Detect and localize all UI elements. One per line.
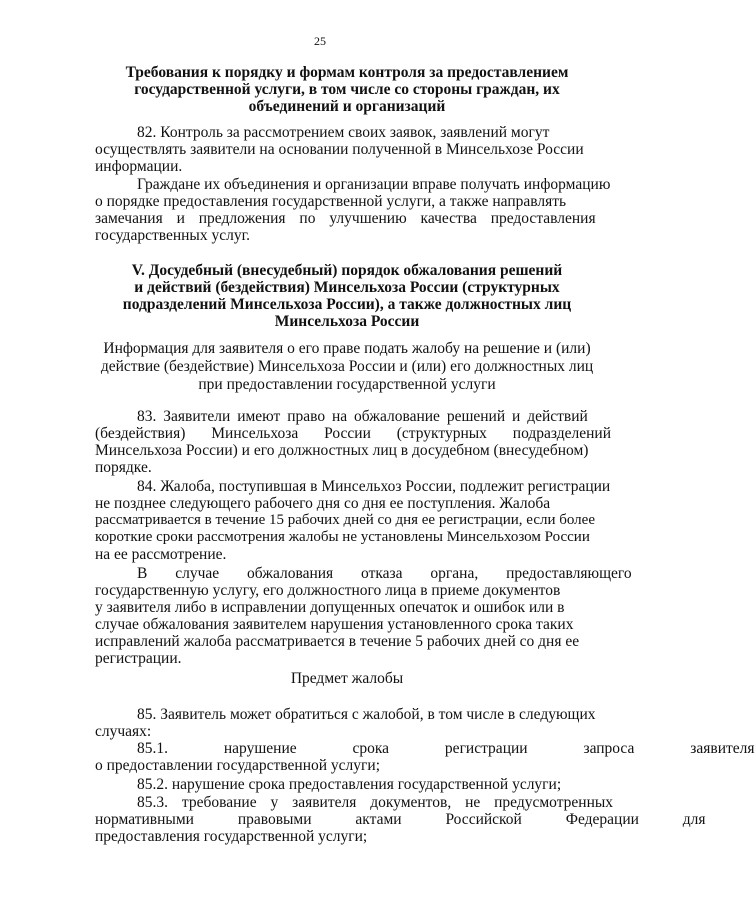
text-line bbox=[95, 124, 599, 141]
text-line: короткие сроки рассмотрения жалобы не установлены Минсельхозом России bbox=[95, 529, 590, 545]
heading-line: Минсельхоза России bbox=[274, 313, 420, 330]
text-line: (бездействия) Минсельхоза России (структурных подразделений bbox=[95, 425, 612, 442]
text-line: регистрации. bbox=[95, 650, 182, 667]
text-line: 83. Заявители имеют право на обжалование решений и действий bbox=[137, 408, 588, 425]
text-line: 84. Жалоба, поступившая в Минсельхоз России, подлежит регистрации bbox=[137, 478, 611, 495]
text-line: не позднее следующего рабочего дня со дня ее поступления. Жалоба bbox=[95, 495, 551, 512]
text-line: 85.3. требование у заявителя документов, не предусмотренных bbox=[137, 794, 614, 811]
paragraph-84 bbox=[95, 478, 611, 563]
text-line: рассматривается в течение 15 рабочих дней со дня ее регистрации, если более bbox=[95, 512, 595, 528]
text-line: 85.1. нарушение срока регистрации запроса заявителя bbox=[137, 740, 755, 757]
text-line: Минсельхоза России) и его должностных лиц в досудебном (внесудебном) bbox=[95, 442, 589, 459]
text-line: нормативными правовыми актами Российской Федерации для bbox=[95, 811, 706, 828]
section-heading-control bbox=[95, 64, 599, 115]
heading-line: государственной услуги, в том числе со стороны граждан, их bbox=[134, 81, 560, 98]
page-number: 25 bbox=[314, 34, 326, 48]
text-line: предоставления государственной услуги; bbox=[95, 828, 368, 845]
text-line: В случае обжалования отказа органа, предоставляющего bbox=[137, 565, 632, 582]
text-line: государственную услугу, его должностного лица в приеме документов bbox=[95, 582, 561, 599]
text-line: случае обжалования заявителем нарушения установленного срока таких bbox=[95, 616, 574, 633]
text-line-content: осуществлять заявители на основании полученной в Минсельхозе России bbox=[95, 141, 584, 158]
info-subheading bbox=[95, 340, 599, 394]
paragraph-82-citizens bbox=[95, 176, 611, 244]
text-line: информации. bbox=[95, 158, 183, 175]
text-line bbox=[95, 141, 599, 158]
heading-line: подразделений Минсельхоза России), а также должностных лиц bbox=[122, 296, 572, 313]
heading-line: и действий (бездействия) Минсельхоза России (структурных bbox=[134, 279, 560, 296]
text-line: порядке. bbox=[95, 459, 152, 476]
paragraph-82 bbox=[95, 124, 599, 175]
text-line: о предоставлении государственной услуги; bbox=[95, 757, 380, 774]
subheading-line: Информация для заявителя о его праве подать жалобу на решение и (или) bbox=[103, 340, 591, 357]
text-line: случаях: bbox=[95, 723, 152, 740]
text-line: о порядке предоставления государственной услуги, а также направлять bbox=[95, 193, 567, 210]
text-line: на ее рассмотрение. bbox=[95, 546, 227, 563]
text-line: государственных услуг. bbox=[95, 227, 251, 244]
item-85-2 bbox=[95, 776, 599, 793]
text-line: Граждане их объединения и организации вправе получать информацию bbox=[137, 176, 611, 193]
subheading-line: действие (бездействие) Минсельхоза России и (или) его должностных лиц bbox=[100, 358, 594, 375]
subject-heading bbox=[95, 670, 599, 688]
paragraph-85 bbox=[95, 706, 599, 740]
text-line: исправлений жалоба рассматривается в течение 5 рабочих дней со дня ее bbox=[95, 633, 580, 650]
text-line: замечания и предложения по улучшению качества предоставления bbox=[95, 210, 596, 227]
subheading-line: при предоставлении государственной услуги bbox=[198, 376, 496, 393]
heading-line: Требования к порядку и формам контроля за предоставлением bbox=[125, 64, 569, 81]
subject-heading-text: Предмет жалобы bbox=[290, 670, 404, 687]
section-heading-v bbox=[95, 262, 599, 330]
text-line: 85.2. нарушение срока предоставления государственной услуги; bbox=[137, 776, 562, 793]
item-85-1 bbox=[95, 740, 755, 774]
text-line: у заявителя либо в исправлении допущенных опечаток и ошибок или в bbox=[95, 599, 565, 616]
paragraph-83 bbox=[95, 408, 612, 476]
heading-line: V. Досудебный (внесудебный) порядок обжалования решений bbox=[131, 262, 563, 279]
heading-line: объединений и организаций bbox=[248, 98, 446, 115]
text-line: 85. Заявитель может обратиться с жалобой, в том числе в следующих bbox=[137, 706, 596, 723]
item-85-3 bbox=[95, 794, 706, 845]
text-line-content: 82. Контроль за рассмотрением своих заявок, заявлений могут bbox=[137, 124, 550, 141]
paragraph-84-refusal bbox=[95, 565, 632, 667]
